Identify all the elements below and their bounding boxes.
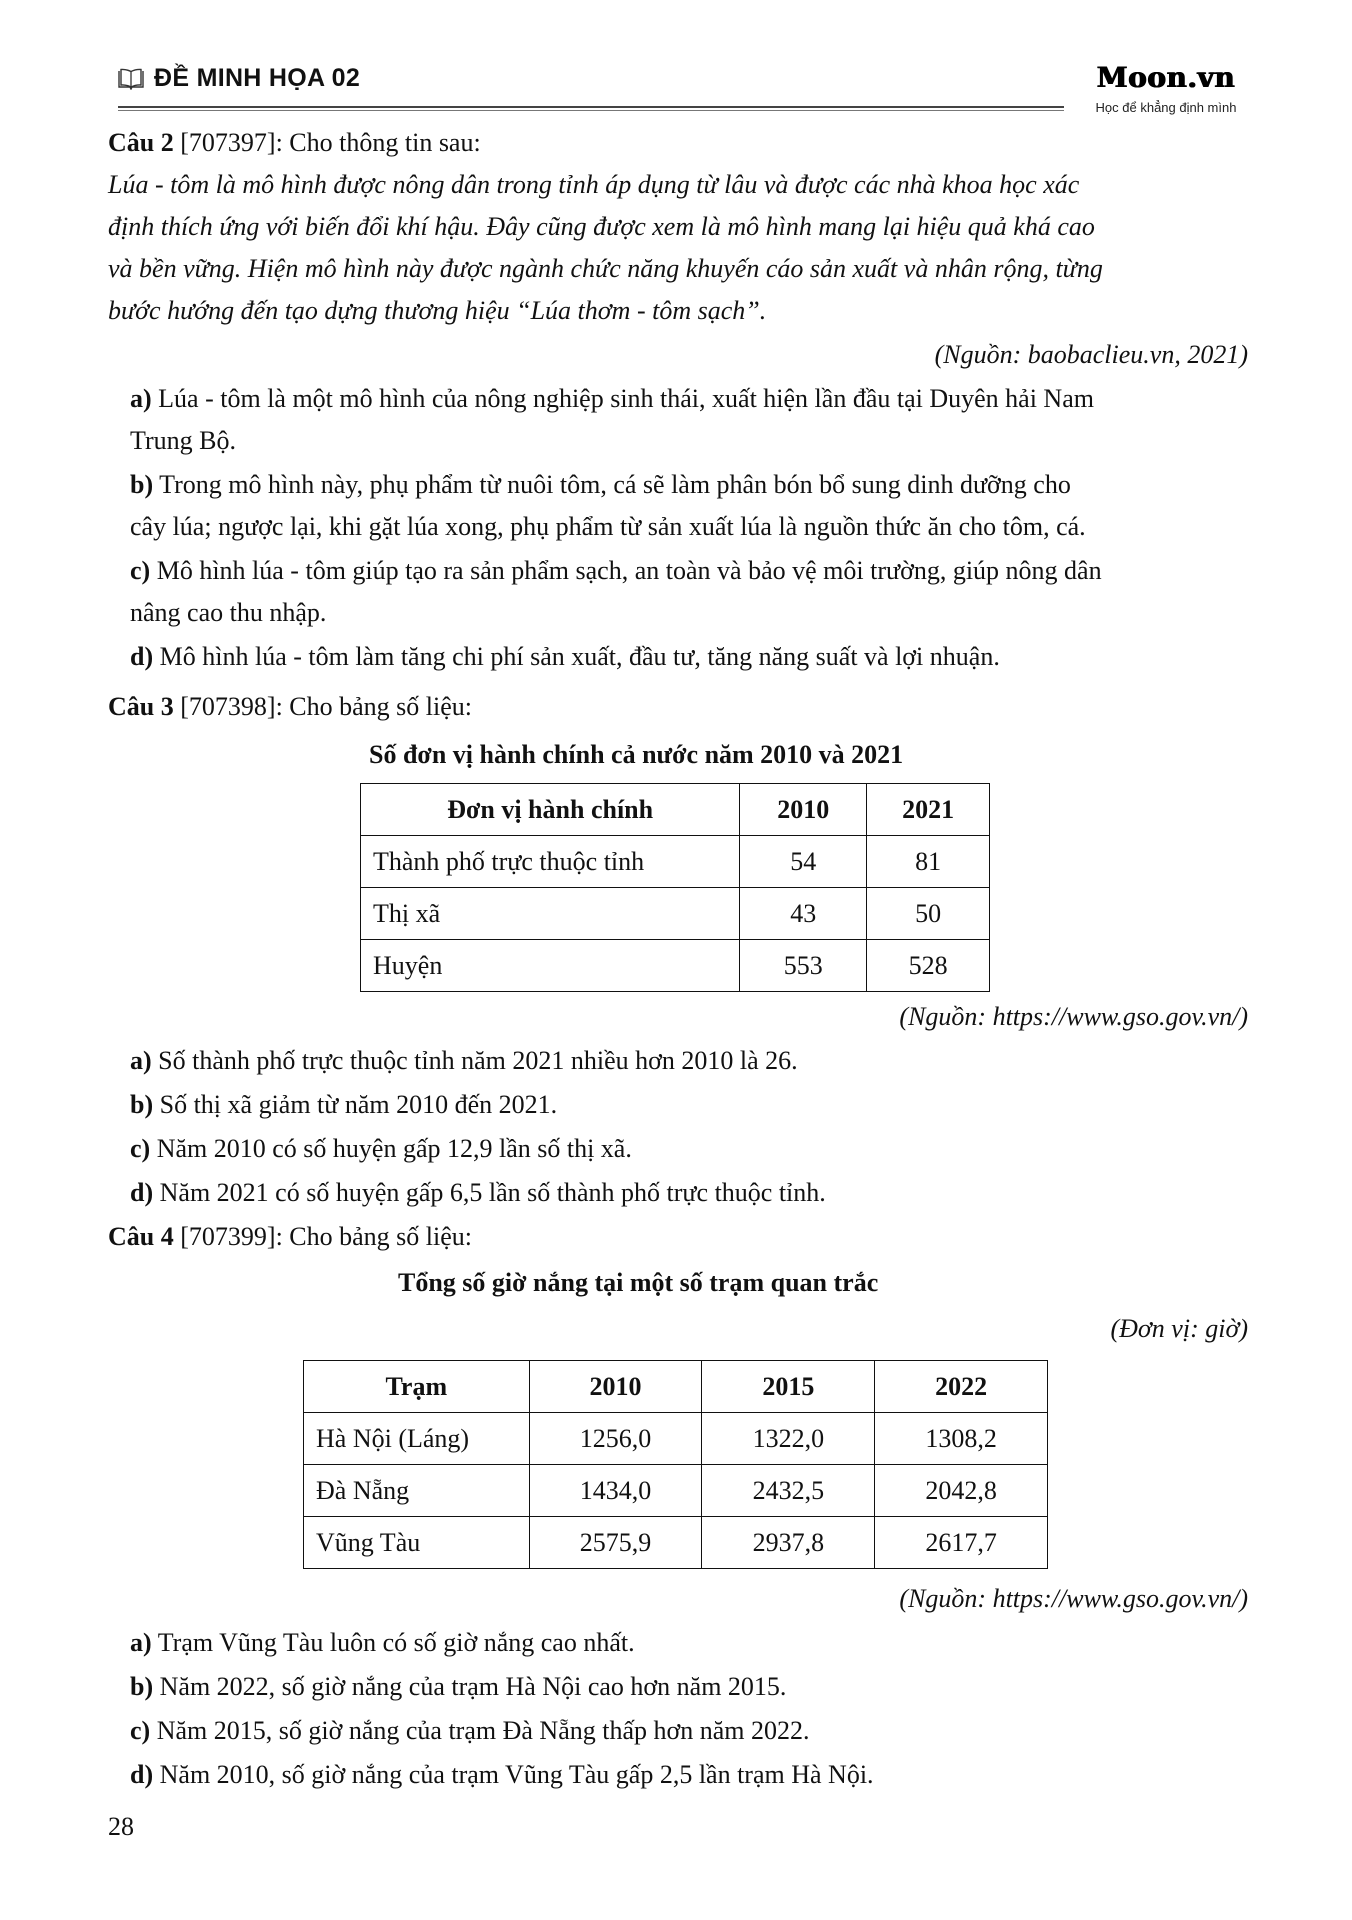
column-header: 2010 [740, 784, 867, 836]
table-cell: 1322,0 [702, 1413, 875, 1465]
option-c-continued: nâng cao thu nhập. [130, 598, 327, 627]
option-text: Số thành phố trực thuộc tỉnh năm 2021 nhiều hơn 2010 là 26. [158, 1046, 798, 1075]
option-d [130, 1760, 874, 1790]
table-title: Tổng số giờ nắng tại một số trạm quan trắc [398, 1268, 879, 1297]
option-key: d) [130, 1760, 154, 1789]
option-text: Năm 2010 có số huyện gấp 12,9 lần số thị xã. [156, 1134, 632, 1163]
q3-heading [108, 692, 1248, 722]
table-header-row [361, 784, 990, 836]
row-label: Đà Nẵng [304, 1465, 530, 1517]
table-cell: 43 [740, 888, 867, 940]
sunshine-hours-table [303, 1360, 1048, 1569]
option-b [130, 470, 1071, 500]
header-divider [118, 106, 1064, 111]
question-label: Câu 3 [108, 692, 174, 721]
column-header: 2010 [529, 1361, 702, 1413]
table-cell: 528 [867, 940, 990, 992]
option-c [130, 556, 1102, 586]
table-source: (Nguồn: https://www.gso.gov.vn/) [899, 1002, 1248, 1031]
row-label: Hà Nội (Láng) [304, 1413, 530, 1465]
table-cell: 50 [867, 888, 990, 940]
option-key: a) [130, 1046, 152, 1075]
option-key: c) [130, 1716, 151, 1745]
table-cell: 2042,8 [875, 1465, 1048, 1517]
table-row [361, 836, 990, 888]
column-header: Đơn vị hành chính [361, 784, 740, 836]
table-cell: 1256,0 [529, 1413, 702, 1465]
passage-line: bước hướng đến tạo dựng thương hiệu “Lúa thơm - tôm sạch”. [108, 296, 767, 325]
header-title-block [118, 64, 360, 93]
option-key: a) [130, 384, 152, 413]
table-row [304, 1517, 1048, 1569]
option-a [130, 384, 1094, 414]
option-text: Lúa - tôm là một mô hình của nông nghiệp sinh thái, xuất hiện lần đầu tại Duyên hải Nam [158, 384, 1094, 413]
option-d [130, 642, 1000, 672]
option-b [130, 1090, 557, 1120]
table-cell: 2432,5 [702, 1465, 875, 1517]
option-key: a) [130, 1628, 152, 1657]
option-key: b) [130, 1090, 154, 1119]
option-a [130, 1628, 635, 1658]
passage-line: Lúa - tôm là mô hình được nông dân trong tỉnh áp dụng từ lâu và được các nhà khoa học xác [108, 170, 1080, 199]
column-header: 2015 [702, 1361, 875, 1413]
table-row [361, 940, 990, 992]
passage-line: định thích ứng với biến đổi khí hậu. Đây cũng được xem là mô hình mang lại hiệu quả khá cao [108, 212, 1095, 241]
option-a-continued: Trung Bộ. [130, 426, 236, 455]
table-cell: 81 [867, 836, 990, 888]
column-header: 2021 [867, 784, 990, 836]
passage-line: và bền vững. Hiện mô hình này được ngành chức năng khuyến cáo sản xuất và nhân rộng, từng [108, 254, 1103, 283]
page-number: 28 [108, 1812, 134, 1841]
option-b [130, 1672, 786, 1702]
column-header: 2022 [875, 1361, 1048, 1413]
page-header [118, 62, 1268, 122]
table-cell: 2617,7 [875, 1517, 1048, 1569]
question-label: Câu 4 [108, 1222, 174, 1251]
option-text: Trạm Vũng Tàu luôn có số giờ nắng cao nhất. [157, 1628, 635, 1657]
table-cell: 1434,0 [529, 1465, 702, 1517]
table-row [304, 1465, 1048, 1517]
q2-heading [108, 128, 1248, 158]
question-prompt: : Cho bảng số liệu: [275, 692, 473, 721]
option-d [130, 1178, 826, 1208]
option-c [130, 1716, 810, 1746]
option-key: b) [130, 1672, 154, 1701]
option-key: d) [130, 642, 154, 671]
question-id: [707399] [180, 1222, 276, 1251]
row-label: Vũng Tàu [304, 1517, 530, 1569]
open-book-icon [118, 68, 144, 90]
option-key: d) [130, 1178, 154, 1207]
question-id: [707398] [180, 692, 276, 721]
table-header-row [304, 1361, 1048, 1413]
row-label: Thị xã [361, 888, 740, 940]
table-unit: (Đơn vị: giờ) [1110, 1314, 1248, 1343]
table-row [361, 888, 990, 940]
option-key: c) [130, 556, 151, 585]
table-title: Số đơn vị hành chính cả nước năm 2010 và 2021 [369, 740, 904, 769]
option-text: Năm 2015, số giờ nắng của trạm Đà Nẵng thấp hơn năm 2022. [156, 1716, 810, 1745]
table-cell: 2575,9 [529, 1517, 702, 1569]
row-label: Huyện [361, 940, 740, 992]
option-text: Mô hình lúa - tôm giúp tạo ra sản phẩm sạch, an toàn và bảo vệ môi trường, giúp nông dân [156, 556, 1102, 585]
table-row [304, 1413, 1048, 1465]
option-text: Trong mô hình này, phụ phẩm từ nuôi tôm, cá sẽ làm phân bón bổ sung dinh dưỡng cho [159, 470, 1071, 499]
option-a [130, 1046, 798, 1076]
option-key: c) [130, 1134, 151, 1163]
brand-logo [1086, 62, 1246, 115]
table-source: (Nguồn: https://www.gso.gov.vn/) [899, 1584, 1248, 1613]
option-text: Năm 2010, số giờ nắng của trạm Vũng Tàu gấp 2,5 lần trạm Hà Nội. [159, 1760, 874, 1789]
row-label: Thành phố trực thuộc tỉnh [361, 836, 740, 888]
option-key: b) [130, 470, 154, 499]
question-prompt: : Cho thông tin sau: [275, 128, 481, 157]
column-header: Trạm [304, 1361, 530, 1413]
table-cell: 1308,2 [875, 1413, 1048, 1465]
option-text: Năm 2022, số giờ nắng của trạm Hà Nội cao hơn năm 2015. [159, 1672, 787, 1701]
option-text: Năm 2021 có số huyện gấp 6,5 lần số thành phố trực thuộc tỉnh. [159, 1178, 826, 1207]
option-text: Số thị xã giảm từ năm 2010 đến 2021. [159, 1090, 558, 1119]
question-id: [707397] [180, 128, 276, 157]
option-b-continued: cây lúa; ngược lại, khi gặt lúa xong, phụ phẩm từ sản xuất lúa là nguồn thức ăn cho tôm, cá. [130, 512, 1086, 541]
admin-units-table [360, 783, 990, 992]
option-c [130, 1134, 632, 1164]
header-title: ĐỀ MINH HỌA 02 [154, 64, 361, 92]
table-cell: 54 [740, 836, 867, 888]
question-prompt: : Cho bảng số liệu: [275, 1222, 473, 1251]
passage-source: (Nguồn: baobaclieu.vn, 2021) [934, 340, 1248, 369]
table-cell: 2937,8 [702, 1517, 875, 1569]
table-cell: 553 [740, 940, 867, 992]
option-text: Mô hình lúa - tôm làm tăng chi phí sản xuất, đầu tư, tăng năng suất và lợi nhuận. [159, 642, 1000, 671]
question-label: Câu 2 [108, 128, 174, 157]
logo-tagline: Học để khẳng định mình [1095, 100, 1237, 115]
logo-name: Moon.vn [1096, 61, 1236, 94]
q4-heading [108, 1222, 1248, 1252]
